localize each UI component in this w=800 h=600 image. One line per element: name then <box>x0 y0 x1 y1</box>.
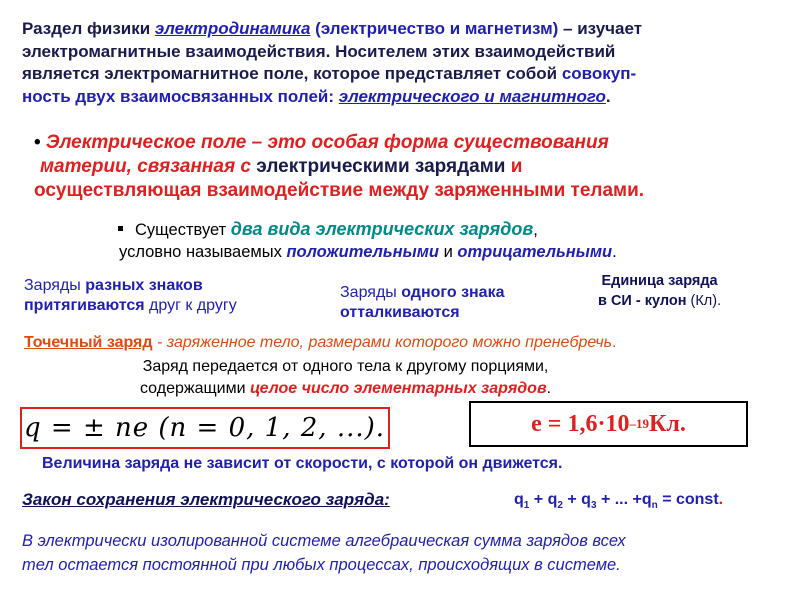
opposite-text: друг к другу <box>144 297 237 314</box>
intro-line-4 <box>22 86 642 109</box>
same-text: Заряды <box>340 284 402 301</box>
intro-highlight: ность двух взаимосвязанных полей: <box>22 86 339 106</box>
term-same-sign: одного знака <box>401 284 505 301</box>
term-negative: отрицательными <box>457 243 613 261</box>
charge-unit-note <box>598 271 721 311</box>
intro-text: – изучает <box>558 19 643 38</box>
charge-kinds-text: . <box>612 243 617 261</box>
q-term: + q <box>529 491 558 508</box>
term-two-kinds: два вида электрических зарядов <box>230 219 534 239</box>
speed-independence-note: Величина заряда не зависит от скорости, с которой он движется. <box>42 455 563 472</box>
charge-transfer-note <box>140 356 551 400</box>
term-attract: притягиваются <box>24 297 145 314</box>
intro-paragraph <box>22 18 642 108</box>
term-different-signs: разных знаков <box>85 277 203 294</box>
efield-line-2 <box>34 155 644 179</box>
same-line-1 <box>340 283 504 303</box>
transfer-line-2 <box>140 378 551 400</box>
charge-kinds-text: , <box>533 221 538 239</box>
intro-text: . <box>605 86 611 106</box>
term-integer-elementary: целое число элементарных зарядов <box>249 380 547 397</box>
electric-field-definition <box>34 131 644 203</box>
term-point-charge: Точечный заряд <box>24 334 153 351</box>
efield-text: материи, связанная с <box>40 156 257 177</box>
opposite-text: Заряды <box>24 277 86 294</box>
unit-abbrev: (Кл). <box>686 293 722 309</box>
term-electrodynamics: электродинамика <box>154 19 311 38</box>
efield-line-3: осуществляющая взаимодействие между заряженными телами. <box>34 180 645 201</box>
opposite-line-2 <box>24 296 237 316</box>
intro-line-1 <box>22 18 642 41</box>
q-index: n <box>651 500 658 512</box>
point-charge-text: . <box>612 334 617 351</box>
period-mark: . <box>718 491 724 508</box>
term-electric-magnetic: электрического и магнитного <box>338 86 606 106</box>
unit-si: в СИ - кулон <box>598 293 687 309</box>
closed-system-statement <box>22 529 626 577</box>
term-positive: положительными <box>286 243 439 261</box>
q-term: + ... +q <box>596 491 652 508</box>
q-index: 3 <box>590 500 597 512</box>
intro-text: является электромагнитное поле, которое представляет собой <box>22 64 562 83</box>
efield-line-1 <box>34 131 644 155</box>
unit-line-2 <box>598 291 721 311</box>
term-electricity-magnetism: (электричество и магнетизм) <box>310 19 559 38</box>
opposite-charges-note <box>24 276 237 316</box>
transfer-text: . <box>546 380 552 397</box>
charge-kinds-text: условно называемых <box>119 243 287 261</box>
opposite-line-1 <box>24 276 237 296</box>
intro-line-3 <box>22 63 642 86</box>
unit-title: Единица заряда <box>601 273 718 289</box>
charge-kinds <box>116 218 617 263</box>
point-charge-text: - заряженное тело, размерами которого можно пренебречь <box>152 334 613 351</box>
transfer-line-1: Заряд передается от одного тела к другому порциями, <box>142 358 549 375</box>
intro-text: Раздел физики <box>22 19 155 38</box>
q-term: q <box>514 491 524 508</box>
charge-kinds-line-1 <box>116 218 617 241</box>
bullet-icon: • <box>34 132 41 153</box>
term-repel: отталкиваются <box>340 304 460 321</box>
closed-line-1: В электрически изолированной системе алгебраическая сумма зарядов всех <box>22 532 626 550</box>
closed-line-2: тел остается постоянной при любых процессах, происходящих в системе. <box>22 556 621 574</box>
e-unit: Кл. <box>648 410 686 437</box>
charge-kinds-text: Существует <box>135 221 231 239</box>
transfer-text: содержащими <box>140 380 250 397</box>
efield-text: и <box>505 156 523 177</box>
conservation-formula <box>514 490 723 516</box>
e-exponent: –19 <box>629 416 649 431</box>
intro-line-2: электромагнитные взаимодействия. Носителем этих взаимодействий <box>22 41 616 61</box>
q-index: 1 <box>523 500 530 512</box>
q-index: 2 <box>557 500 563 512</box>
quantization-formula: q = ± ne (n = 0, 1, 2, ...). <box>24 413 386 443</box>
term-charges: электрическими зарядами <box>256 156 506 177</box>
efield-text: Электрическое поле – это особая форма существования <box>40 132 609 153</box>
e-base: e = 1,6·10 <box>531 410 630 437</box>
charge-kinds-line-2 <box>116 241 617 263</box>
elementary-charge-value <box>469 401 748 447</box>
point-charge-definition <box>24 332 617 354</box>
q-term: + q <box>562 491 591 508</box>
const-term: = const <box>657 491 719 508</box>
same-charges-note <box>340 283 504 323</box>
square-bullet-icon <box>118 226 123 231</box>
intro-highlight: совокуп- <box>561 64 637 83</box>
conservation-law-title: Закон сохранения электрического заряда: <box>22 490 390 509</box>
charge-kinds-text: и <box>438 243 458 261</box>
